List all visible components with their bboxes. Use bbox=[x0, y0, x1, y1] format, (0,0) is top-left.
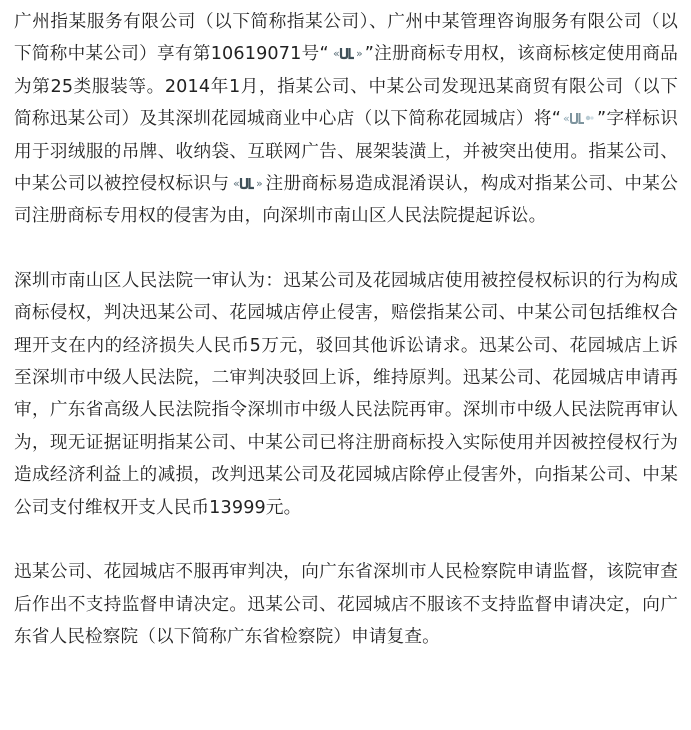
article-body bbox=[14, 6, 678, 653]
trademark-logo-icon bbox=[230, 175, 264, 191]
svg-text:»: » bbox=[355, 47, 363, 61]
svg-text:«: « bbox=[332, 47, 340, 61]
paragraph-text: 广州指某服务有限公司（以下简称指某公司）、广州中某管理咨询服务有限公司（以下简称中某公司）享有第10619071号“ bbox=[14, 12, 678, 65]
trademark-logo-icon bbox=[562, 110, 596, 126]
paragraph-supervision-application: 迅某公司、花园城店不服再审判决，向广东省深圳市人民检察院申请监督，该院审查后作出不支持监督申请决定。迅某公司、花园城店不服该不支持监督申请决定，向广东省人民检察院（以下简称广东省检察院）申请复查。 bbox=[14, 562, 678, 647]
svg-text:»: » bbox=[256, 177, 264, 191]
paragraph-first-instance: 深圳市南山区人民法院一审认为：迅某公司及花园城店使用被控侵权标识的行为构成商标侵权，判决迅某公司、花园城店停止侵害，赔偿指某公司、中某公司包括维权合理开支在内的经济损失人民币5万元，驳回其他诉讼请求。迅某公司、花园城店上诉至深圳市中级人民法院，二审判决驳回上诉，维持原判。迅某公司、花园城店申请再审，广东省高级人民法院指令深圳市中级人民法院再审。深圳市中级人民法院再审认为，现无证据证明指某公司、中某公司已将注册商标投入实际使用并因被控侵权行为造成经济利益上的减损，改判迅某公司及花园城店除停止侵害外，向指某公司、中某公司支付维权开支人民币13999元。 bbox=[14, 270, 678, 518]
trademark-logo-icon bbox=[330, 45, 364, 61]
paragraph-text: ”字样标识用于羽绒服的吊牌、收纳袋、互联网广告、展架装潢上，并被突出使用。指某公司、中某公司以被控侵权标识与 bbox=[14, 109, 678, 195]
paragraph-text: ”注册商标专用权，该商标核定使用商品为第25类服装等。2014年1月，指某公司、中某公司发现迅某商贸有限公司（以下简称迅某公司）及其深圳花园城商业中心店（以下简称花园城店）将“ bbox=[14, 44, 678, 130]
svg-text:«: « bbox=[233, 177, 241, 191]
paragraph-text: 注册商标易造成混淆误认，构成对指某公司、中某公司注册商标专用权的侵害为由，向深圳市南山区人民法院提起诉讼。 bbox=[14, 174, 678, 227]
svg-text:«: « bbox=[563, 112, 570, 126]
paragraph-case-background bbox=[14, 6, 678, 233]
